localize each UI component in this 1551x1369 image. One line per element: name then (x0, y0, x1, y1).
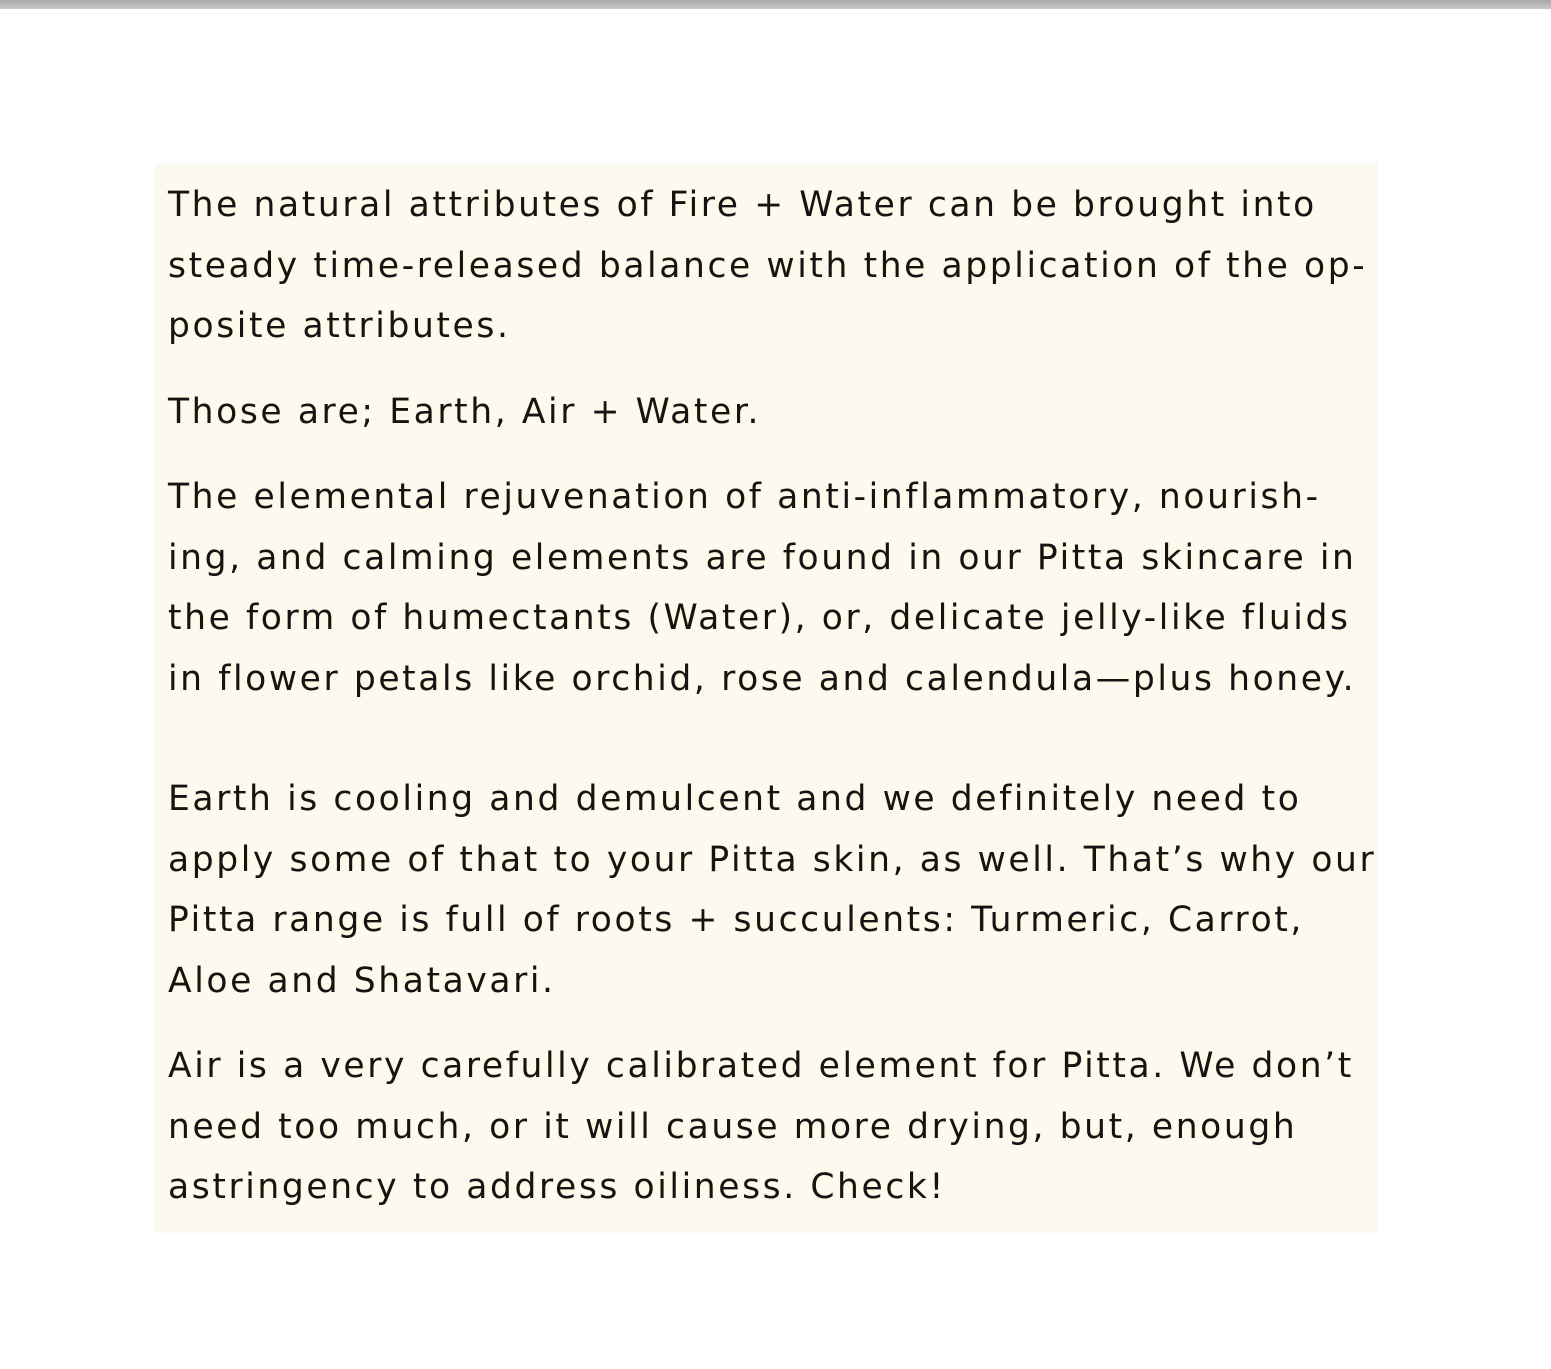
text-line: ing, and calming elements are found in our Pitta skincare in (168, 537, 1357, 578)
paragraph-spacer (168, 709, 1378, 769)
text-line: in flower petals like orchid, rose and calendula—plus honey. (168, 658, 1357, 699)
text-line: steady time-released balance with the application of the op- (168, 245, 1368, 286)
paragraph-rejuvenation (168, 467, 1378, 709)
text-line: The natural attributes of Fire + Water can be brought into (168, 185, 1317, 225)
text-line: Pitta range is full of roots + succulents: Turmeric, Carrot, (168, 900, 1304, 940)
paragraph-earth (168, 769, 1378, 1011)
paragraph-air (168, 1036, 1378, 1218)
text-line: Those are; Earth, Air + Water. (168, 391, 762, 432)
top-border (0, 0, 1551, 9)
paragraph-fire-water (168, 175, 1378, 357)
text-panel (155, 163, 1378, 1233)
paragraph-those-are (168, 382, 1378, 443)
text-line: Air is a very carefully calibrated element for Pitta. We don’t (168, 1046, 1354, 1086)
text-line: Aloe and Shatavari. (168, 960, 556, 1001)
text-line: Earth is cooling and demulcent and we definitely need to (168, 779, 1302, 819)
paragraph-spacer (168, 357, 1378, 382)
text-line: need too much, or it will cause more drying, but, enough (168, 1106, 1298, 1147)
paragraph-spacer (168, 1011, 1378, 1036)
text-line: apply some of that to your Pitta skin, as well. That’s why our (168, 839, 1377, 880)
text-line: the form of humectants (Water), or, delicate jelly-like fluids (168, 598, 1351, 638)
text-line: posite attributes. (168, 306, 511, 346)
text-line: astringency to address oiliness. Check! (168, 1167, 946, 1207)
text-line: The elemental rejuvenation of anti-inflammatory, nourish- (168, 477, 1321, 517)
paragraph-spacer (168, 442, 1378, 467)
